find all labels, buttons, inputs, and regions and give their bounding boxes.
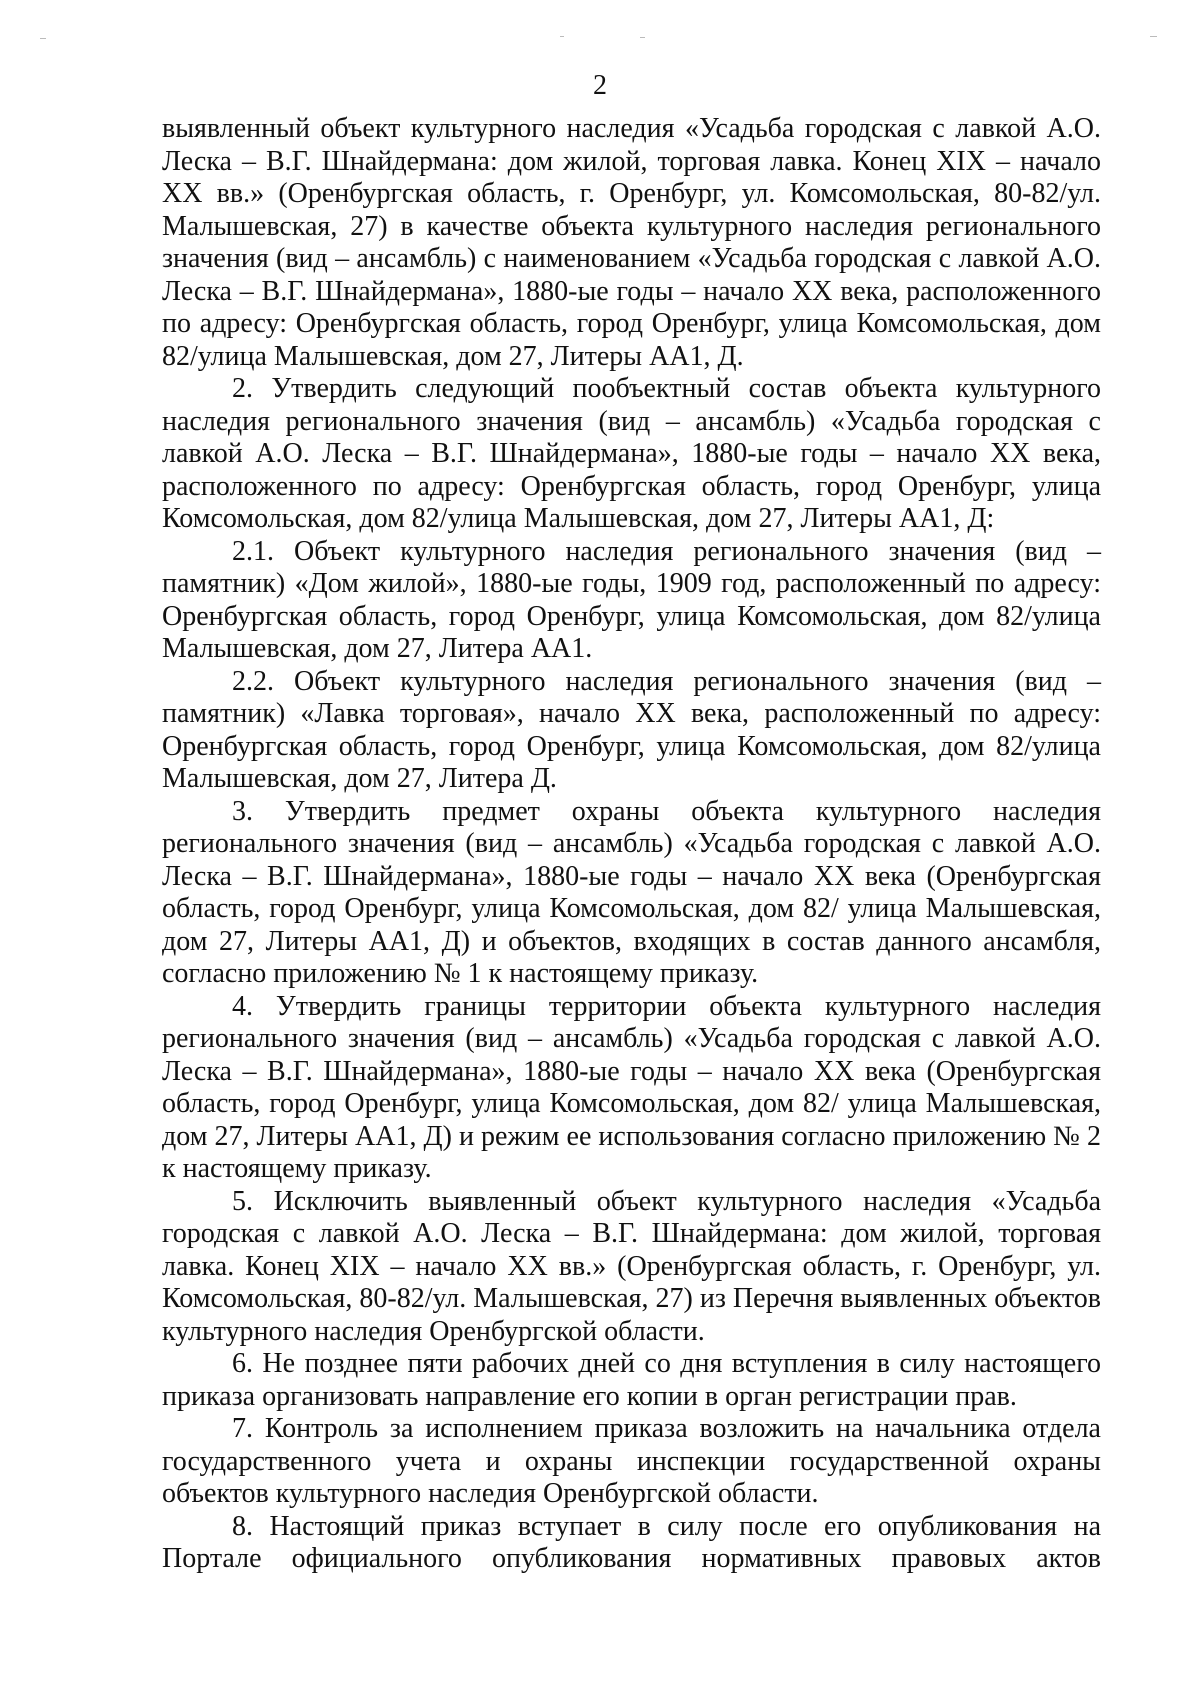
paragraph-item-2: 2. Утвердить следующий пообъектный состав объекта культурного наследия регионального значения (вид – ансамбль) «Усадьба городская с лавкой А.О. Леска – В.Г. Шнайдермана», 1880-ые годы – начало XX века, расположенного по адресу: Оренбургская область, город Оренбург, улица Комсомольская, дом 82/улица Малышевская, дом 27, Литеры АА1, Д: bbox=[162, 373, 1101, 534]
page-number: 2 bbox=[593, 70, 607, 101]
paragraph-item-5: 5. Исключить выявленный объект культурного наследия «Усадьба городская с лавкой А.О. Леска – В.Г. Шнайдермана: дом жилой, торговая лавка. Конец XIX – начало XX вв.» (Оренбургская область, г. Оренбург, ул. Комсомольская, 80-82/ул. Малышевская, 27) из Перечня выявленных объектов культурного наследия Оренбургской области. bbox=[162, 1185, 1101, 1347]
scan-artifact bbox=[560, 36, 564, 37]
paragraph-item-7: 7. Контроль за исполнением приказа возложить на начальника отдела государственного учета и охраны инспекции государственной охраны объектов культурного наследия Оренбургской области. bbox=[162, 1413, 1101, 1509]
paragraph-item-3: 3. Утвердить предмет охраны объекта культурного наследия регионального значения (вид – ансамбль) «Усадьба городская с лавкой А.О. Леска – В.Г. Шнайдермана», 1880-ые годы – начало XX века (Оренбургская область, город Оренбург, улица Комсомольская, дом 82/ улица Малышевская, дом 27, Литеры АА1, Д) и объектов, входящих в состав данного ансамбля, согласно приложению № 1 к настоящему приказу. bbox=[162, 795, 1101, 989]
document-body bbox=[162, 113, 1101, 1576]
scan-artifact bbox=[640, 37, 645, 38]
paragraph-item-4: 4. Утвердить границы территории объекта культурного наследия регионального значения (вид – ансамбль) «Усадьба городская с лавкой А.О. Леска – В.Г. Шнайдермана», 1880-ые годы – начало XX века (Оренбургская область, город Оренбург, улица Комсомольская, дом 82/ улица Малышевская, дом 27, Литеры АА1, Д) и режим ее использования согласно приложению № 2 к настоящему приказу. bbox=[162, 990, 1101, 1184]
paragraph-item-2-2: 2.2. Объект культурного наследия регионального значения (вид – памятник) «Лавка торговая», начало XX века, расположенный по адресу: Оренбургская область, город Оренбург, улица Комсомольская, дом 82/улица Малышевская, дом 27, Литера Д. bbox=[162, 665, 1101, 794]
paragraph-item-2-1: 2.1. Объект культурного наследия регионального значения (вид – памятник) «Дом жилой», 1880-ые годы, 1909 год, расположенный по адресу: Оренбургская область, город Оренбург, улица Комсомольская, дом 82/улица Малышевская, дом 27, Литера АА1. bbox=[162, 535, 1101, 664]
paragraph-item-6: 6. Не позднее пяти рабочих дней со дня вступления в силу настоящего приказа организовать направление его копии в орган регистрации прав. bbox=[162, 1348, 1101, 1412]
paragraph-item-8: 8. Настоящий приказ вступает в силу после его опубликования на Портале официального опубликования нормативных правовых актов bbox=[162, 1510, 1101, 1574]
paragraph-1-continuation: выявленный объект культурного наследия «Усадьба городская с лавкой А.О. Леска – В.Г. Шнайдермана: дом жилой, торговая лавка. Конец XIX – начало XX вв.» (Оренбургская область, г. Оренбург, ул. Комсомольская, 80-82/ул. Малышевская, 27) в качестве объекта культурного наследия регионального значения (вид – ансамбль) с наименованием «Усадьба городская с лавкой А.О. Леска – В.Г. Шнайдермана», 1880-ые годы – начало XX века, расположенного по адресу: Оренбургская область, город Оренбург, улица Комсомольская, дом 82/улица Малышевская, дом 27, Литеры АА1, Д. bbox=[162, 113, 1101, 372]
scan-artifact bbox=[1150, 36, 1157, 37]
scan-artifact bbox=[40, 38, 46, 39]
